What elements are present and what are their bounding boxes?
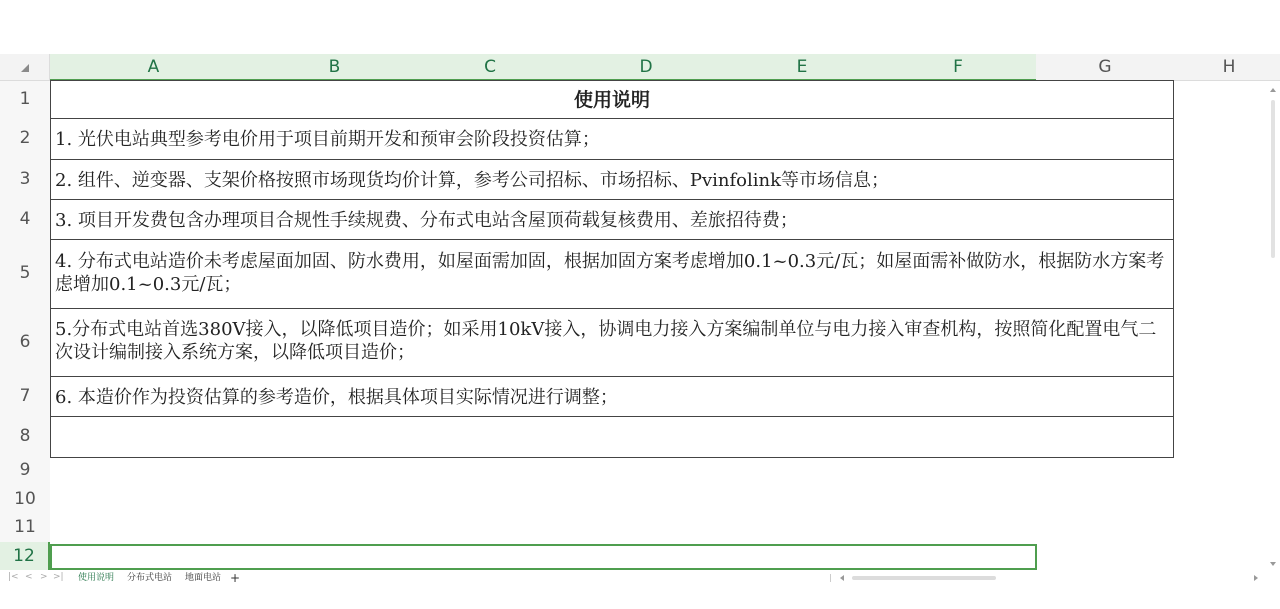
column-header-h[interactable]: H [1174,54,1280,81]
add-sheet-button[interactable]: + [230,571,241,585]
first-sheet-icon[interactable]: |< [8,572,19,582]
instruction-line-4: 4. 分布式电站造价未考虑屋面加固、防水费用，如屋面需加固，根据加固方案考虑增加0.1~0.3元/瓦；如屋面需补做防水，根据防水方案考虑增加0.1~0.3元/瓦； [55,251,1165,295]
vertical-scrollbar[interactable] [1266,82,1280,570]
row-header-9[interactable]: 9 [0,456,50,485]
scroll-down-icon[interactable] [1270,562,1276,566]
scroll-up-icon[interactable] [1270,88,1276,92]
last-sheet-icon[interactable]: >| [53,572,64,582]
instruction-line-2: 2. 组件、逆变器、支架价格按照市场现货均价计算，参考公司招标、市场招标、Pvinfolink等市场信息； [55,170,890,191]
horizontal-scroll-thumb[interactable] [852,576,996,580]
table-row[interactable] [51,240,1173,309]
vertical-scroll-thumb[interactable] [1271,100,1275,258]
row-header-1[interactable]: 1 [0,81,50,118]
select-all-icon [21,64,29,72]
scroll-left-icon[interactable] [840,575,844,581]
scrollbar-divider [830,574,831,582]
table-row[interactable] [51,309,1173,377]
scroll-right-icon[interactable] [1254,575,1258,581]
instruction-line-6: 6. 本造价作为投资估算的参考造价，根据具体项目实际情况进行调整； [55,387,618,408]
instruction-line-5: 5.分布式电站首选380V接入，以降低项目造价；如采用10kV接入，协调电力接入方案编制单位与电力接入审查机构，按照简化配置电气二次设计编制接入系统方案，以降低项目造价； [55,319,1157,363]
table-row[interactable] [51,119,1173,160]
prev-sheet-icon[interactable]: < [25,572,33,582]
horizontal-scrollbar[interactable] [830,574,1258,582]
row-header-5[interactable]: 5 [0,239,50,308]
table-title: 使用说明 [573,89,650,111]
next-sheet-icon[interactable]: > [40,572,48,582]
instructions-table [50,80,1174,458]
column-header-f[interactable]: F [880,54,1036,81]
row-header-2[interactable]: 2 [0,118,50,159]
row-header-8[interactable]: 8 [0,416,50,456]
column-header-b[interactable]: B [257,54,412,81]
row-header-3[interactable]: 3 [0,159,50,199]
instruction-line-1: 1. 光伏电站典型参考电价用于项目前期开发和预审会阶段投资估算； [55,129,600,150]
sheet-tab-distributed[interactable]: 分布式电站 [127,573,173,583]
sheet-tab-instructions[interactable]: 使用说明 [78,573,115,583]
top-blank-area [0,0,1280,54]
column-header-d[interactable]: D [568,54,724,81]
row-header-4[interactable]: 4 [0,199,50,239]
column-header-g[interactable]: G [1036,54,1174,81]
sheet-tab-ground[interactable]: 地面电站 [185,573,222,583]
table-row[interactable] [51,377,1173,417]
select-all-corner[interactable] [0,54,50,81]
bottom-blank-area [0,586,1280,609]
row-header-12[interactable]: 12 [0,542,50,570]
sheet-tab-bar [0,570,1280,586]
column-header-c[interactable]: C [412,54,568,81]
instruction-line-3: 3. 项目开发费包含办理项目合规性手续规费、分布式电站含屋顶荷载复核费用、差旅招待费； [55,210,798,231]
row-header-10[interactable]: 10 [0,485,50,513]
column-header-e[interactable]: E [724,54,880,81]
selected-cell[interactable] [50,544,1037,570]
row-header-7[interactable]: 7 [0,376,50,416]
table-row[interactable] [51,81,1173,119]
column-header-a[interactable]: A [50,54,257,81]
row-header-11[interactable]: 11 [0,513,50,542]
table-row[interactable] [51,160,1173,200]
row-header-6[interactable]: 6 [0,308,50,376]
table-row[interactable] [51,200,1173,240]
table-row[interactable] [51,417,1173,457]
